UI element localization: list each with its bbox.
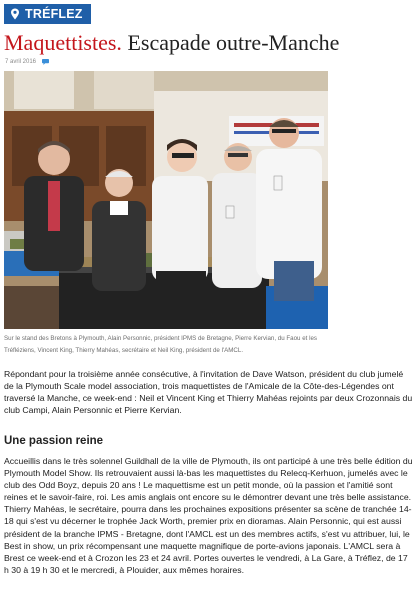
article-date: 7 avril 2016: [5, 59, 37, 65]
article-photo: [4, 71, 328, 329]
article-intro-paragraph: Répondant pour la troisième année consécutive, à l'invitation de Dave Watson, président du club jumelé de la Plymouth Scale model association, trois maquettistes de l'Amicale de la Côte-des-Légendes ont traversé la Manche, ce week-end : Neil et Vincent King et Thierry Mahéas rejoints par deux Crozonnais du club Campi, Alain Personnic et Pierre Kervian.: [4, 369, 413, 415]
section-tag[interactable]: [4, 4, 91, 24]
section-tag-label: TRÉFLEZ: [25, 7, 83, 21]
article-meta: [5, 59, 49, 65]
article-body-paragraph: Accueillis dans le très solennel Guildhall de la ville de Plymouth, ils ont participé à une très belle édition du Plymouth Model Show. Ils retrouvaient aussi là-bas les maquettistes du Relecq-Kerhuon, jumelés avec le club des Odd Boyz, depuis 20 ans ! Le maquettisme est un petit monde, où la passion et l'amitié sont reines et le savoir-faire, roi. Les amis anglais ont encore su le démontrer devant une très belle assistance. Thierry Mahéas, le secrétaire, pourra dans les prochaines expositions présenter sa scène de tranchée 14-18 qui s'est vu décerner le trophée Jack Worth, premier prix en dioramas. Alain Personnic, qui est aussi président de la branche IPMS - Bretagne, dont l'AMCL est un des membres actifs, s'est vu attribuer, lui, le Best in show, un prix récompensant une maquette magnifique de porte-avions japonais. L'AMCL sera à Brest ce week-end et à Crozon les 23 et 24 avril. Portes ouvertes le vendredi, à La Gare, à Tréflez, de 17 h 30 à 19 h 30 et le mercredi, à Plouider, aux mêmes horaires.: [4, 456, 413, 575]
location-pin-icon: [10, 8, 20, 20]
section-subheading: Une passion reine: [4, 435, 104, 447]
article-title-rest: Escapade outre-Manche: [127, 30, 340, 55]
article-title-lead: Maquettistes.: [4, 30, 122, 55]
comment-icon[interactable]: [42, 59, 49, 65]
photo-caption: Sur le stand des Bretons à Plymouth, Alain Personnic, président IPMS de Bretagne, Pierre Kervian, du Faou et les Tréfléziens, Vincent King, Thierry Mahéas, secrétaire et Neil King, président de l'AMCL.: [4, 335, 317, 354]
article-title: [4, 30, 339, 56]
